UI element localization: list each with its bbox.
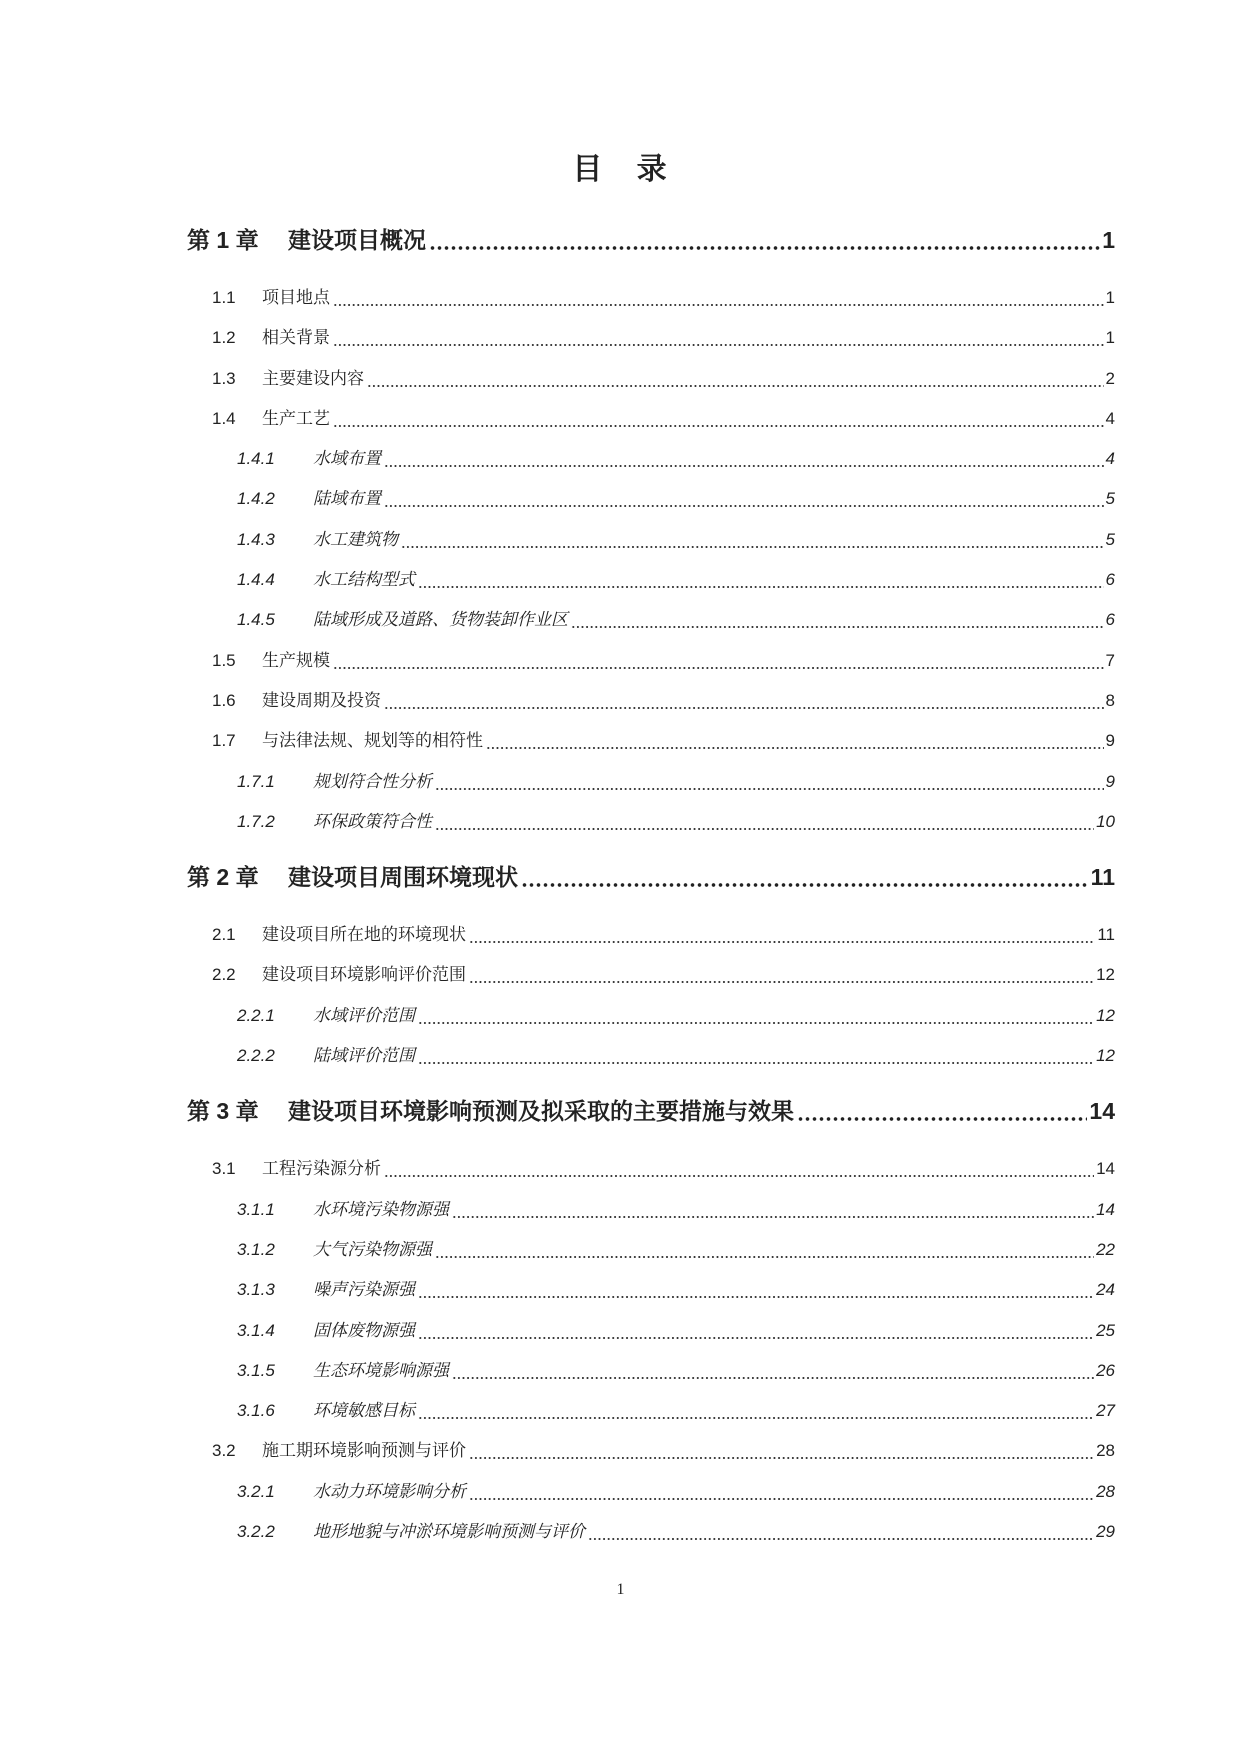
toc-dot-leader bbox=[588, 1512, 1094, 1552]
toc-section bbox=[187, 681, 1115, 721]
toc-entry-number: 1.4 bbox=[212, 408, 236, 428]
toc-dot-leader bbox=[384, 681, 1104, 721]
toc-entry-title: 生态环境影响源强 bbox=[313, 1360, 449, 1380]
toc-entry-number: 3.1.5 bbox=[237, 1360, 275, 1380]
toc-subsection bbox=[187, 1351, 1115, 1391]
toc-subsection bbox=[187, 802, 1115, 842]
toc-entry-title: 工程污染源分析 bbox=[262, 1159, 381, 1179]
toc-entry-page: 5 bbox=[1105, 489, 1115, 509]
toc-entry-number: 1.1 bbox=[212, 288, 236, 307]
toc-entry-title: 水动力环境影响分析 bbox=[313, 1481, 466, 1501]
toc-section bbox=[187, 399, 1115, 439]
toc-entry-title: 水环境污染物源强 bbox=[313, 1199, 449, 1219]
toc-dot-leader bbox=[418, 1391, 1094, 1431]
toc-entry-page: 6 bbox=[1105, 610, 1115, 630]
toc-entry-title: 水工建筑物 bbox=[313, 529, 398, 549]
toc-entry-page: 4 bbox=[1105, 408, 1115, 428]
toc-entry-title: 相关背景 bbox=[262, 328, 330, 348]
toc-entry-page: 8 bbox=[1105, 690, 1115, 710]
toc-dot-leader bbox=[435, 762, 1104, 802]
toc-dot-leader bbox=[418, 1270, 1094, 1310]
toc-dot-leader bbox=[469, 955, 1094, 995]
toc-subsection bbox=[187, 439, 1115, 479]
toc-entry-number: 3.2.1 bbox=[237, 1481, 275, 1501]
toc-dot-leader bbox=[435, 802, 1094, 842]
toc-entry-page: 6 bbox=[1105, 570, 1115, 590]
toc-section bbox=[187, 955, 1115, 995]
toc-entry-number: 1.2 bbox=[212, 328, 236, 348]
toc-entry-title: 噪声污染源强 bbox=[313, 1280, 415, 1300]
toc-entry-title: 规划符合性分析 bbox=[313, 771, 432, 791]
toc-dot-leader bbox=[401, 520, 1104, 560]
toc-entry-title: 建设项目环境影响评价范围 bbox=[262, 965, 466, 985]
toc-subsection bbox=[187, 520, 1115, 560]
toc-entry-number: 3.1.3 bbox=[237, 1280, 275, 1300]
toc-entry-number: 3.1.1 bbox=[237, 1199, 275, 1219]
toc-dot-leader bbox=[418, 1036, 1094, 1076]
toc-entry-page: 27 bbox=[1096, 1401, 1115, 1421]
toc-entry-page: 9 bbox=[1105, 731, 1115, 751]
toc-entry-number: 1.5 bbox=[212, 650, 236, 670]
toc-entry-title: 生产规模 bbox=[262, 650, 330, 670]
toc-subsection bbox=[187, 1512, 1115, 1552]
toc-dot-leader bbox=[333, 399, 1104, 439]
toc-entry-page: 12 bbox=[1096, 965, 1115, 985]
toc-subsection bbox=[187, 1311, 1115, 1351]
toc-entry-page: 28 bbox=[1096, 1441, 1115, 1461]
toc-chapter bbox=[187, 1091, 1115, 1131]
toc-entry-title: 建设项目所在地的环境现状 bbox=[262, 925, 466, 945]
toc-entry-title: 环境敏感目标 bbox=[313, 1401, 415, 1421]
toc-entry-page: 25 bbox=[1096, 1320, 1115, 1340]
toc-subsection bbox=[187, 1190, 1115, 1230]
toc-dot-leader bbox=[333, 318, 1104, 358]
toc-entry-number: 1.7.1 bbox=[237, 771, 275, 791]
toc-subsection bbox=[187, 1230, 1115, 1270]
toc-entry-number: 1.3 bbox=[212, 368, 236, 388]
toc-dot-leader bbox=[469, 915, 1095, 955]
toc-entry-page: 28 bbox=[1096, 1481, 1115, 1501]
toc-entry-number: 3.2 bbox=[212, 1441, 236, 1461]
toc-entry-title: 水域评价范围 bbox=[313, 1005, 415, 1025]
toc-dot-leader bbox=[435, 1230, 1094, 1270]
toc-dot-leader bbox=[367, 359, 1104, 399]
toc-entry-number: 1.4.4 bbox=[237, 570, 275, 590]
toc-entry-number: 1.4.1 bbox=[237, 449, 275, 469]
toc-entry-number: 1.6 bbox=[212, 690, 236, 710]
toc-dot-leader bbox=[384, 479, 1104, 519]
toc-entry-title: 项目地点 bbox=[262, 288, 330, 307]
toc-entry-number: 第 3 章 bbox=[187, 1098, 259, 1125]
toc-heading: 目 录 bbox=[572, 153, 669, 186]
toc-entry-page: 11 bbox=[1097, 925, 1115, 945]
toc-entry-title: 建设周期及投资 bbox=[262, 690, 381, 710]
toc-entry-page: 14 bbox=[1096, 1159, 1115, 1179]
toc-subsection bbox=[187, 560, 1115, 600]
toc-entry-title: 陆域形成及道路、货物装卸作业区 bbox=[313, 610, 568, 630]
toc-entry-number: 2.2.2 bbox=[237, 1046, 275, 1066]
toc-entry-number: 3.1 bbox=[212, 1159, 236, 1179]
toc-entry-page: 26 bbox=[1096, 1360, 1115, 1380]
toc-subsection bbox=[187, 1391, 1115, 1431]
toc-section bbox=[187, 915, 1115, 955]
toc-dot-leader bbox=[452, 1351, 1094, 1391]
toc-entry-number: 3.1.2 bbox=[237, 1239, 275, 1259]
toc-entry-number: 2.1 bbox=[212, 925, 236, 945]
toc-entry-number: 2.2.1 bbox=[237, 1005, 275, 1025]
toc-entry-page: 1 bbox=[1102, 227, 1115, 253]
toc-entry-title: 施工期环境影响预测与评价 bbox=[262, 1441, 466, 1461]
toc-entry-number: 1.4.5 bbox=[237, 610, 275, 630]
toc-entry-page: 2 bbox=[1105, 368, 1115, 388]
toc-entry-title: 地形地貌与冲淤环境影响预测与评价 bbox=[313, 1522, 585, 1542]
toc-section bbox=[187, 1431, 1115, 1471]
toc-entry-number: 2.2 bbox=[212, 965, 236, 985]
toc-subsection bbox=[187, 479, 1115, 519]
toc-entry-page: 5 bbox=[1105, 529, 1115, 549]
toc-entry-title: 生产工艺 bbox=[262, 408, 330, 428]
toc-entry-title: 固体废物源强 bbox=[313, 1320, 415, 1340]
toc-entry-page: 9 bbox=[1105, 771, 1115, 791]
toc-entry-title: 陆域布置 bbox=[313, 489, 381, 509]
toc-subsection bbox=[187, 1270, 1115, 1310]
toc-entry-number: 第 2 章 bbox=[187, 864, 259, 891]
toc-entry-page: 1 bbox=[1105, 328, 1115, 348]
toc-section bbox=[187, 278, 1115, 318]
toc-entry-number: 3.2.2 bbox=[237, 1522, 275, 1542]
toc-chapter bbox=[187, 857, 1115, 897]
toc-dot-leader bbox=[429, 220, 1100, 260]
toc-entry-page: 1 bbox=[1105, 288, 1115, 307]
toc-section bbox=[187, 1149, 1115, 1189]
toc-entry-number: 1.4.2 bbox=[237, 489, 275, 509]
toc-entry-number: 1.7 bbox=[212, 731, 236, 751]
toc-entry-number: 3.1.4 bbox=[237, 1320, 275, 1340]
toc-subsection bbox=[187, 1472, 1115, 1512]
toc-dot-leader bbox=[486, 721, 1104, 761]
toc-dot-leader bbox=[452, 1190, 1094, 1230]
toc-dot-leader bbox=[418, 1311, 1094, 1351]
toc-entry-number: 1.4.3 bbox=[237, 529, 275, 549]
toc-entry-page: 24 bbox=[1096, 1280, 1115, 1300]
toc-entry-page: 29 bbox=[1096, 1522, 1115, 1542]
page-number: 1 bbox=[616, 1581, 625, 1598]
toc-entry-title: 建设项目周围环境现状 bbox=[288, 864, 518, 891]
toc-entry-page: 14 bbox=[1089, 1098, 1115, 1125]
toc-entry-title: 建设项目概况 bbox=[288, 227, 426, 253]
toc-subsection bbox=[187, 996, 1115, 1036]
table-of-contents bbox=[187, 220, 1115, 1552]
toc-entry-title: 建设项目环境影响预测及拟采取的主要措施与效果 bbox=[288, 1098, 794, 1125]
toc-entry-page: 14 bbox=[1096, 1199, 1115, 1219]
toc-entry-title: 水域布置 bbox=[313, 449, 381, 469]
toc-entry-page: 10 bbox=[1096, 811, 1115, 831]
toc-chapter bbox=[187, 220, 1115, 260]
toc-entry-title: 环保政策符合性 bbox=[313, 811, 432, 831]
toc-dot-leader bbox=[384, 1149, 1094, 1189]
toc-dot-leader bbox=[333, 641, 1104, 681]
toc-dot-leader bbox=[469, 1472, 1094, 1512]
toc-entry-page: 11 bbox=[1090, 864, 1115, 891]
toc-entry-title: 主要建设内容 bbox=[262, 368, 364, 388]
toc-entry-page: 7 bbox=[1105, 650, 1115, 670]
toc-entry-title: 与法律法规、规划等的相符性 bbox=[262, 731, 483, 751]
toc-dot-leader bbox=[571, 600, 1104, 640]
toc-subsection bbox=[187, 762, 1115, 802]
toc-dot-leader bbox=[384, 439, 1104, 479]
toc-dot-leader bbox=[469, 1431, 1094, 1471]
toc-entry-page: 4 bbox=[1105, 449, 1115, 469]
toc-entry-number: 第 1 章 bbox=[187, 227, 259, 253]
toc-subsection bbox=[187, 1036, 1115, 1076]
toc-entry-page: 12 bbox=[1096, 1005, 1115, 1025]
toc-entry-number: 1.7.2 bbox=[237, 811, 275, 831]
toc-dot-leader bbox=[797, 1091, 1087, 1131]
toc-dot-leader bbox=[333, 278, 1104, 318]
toc-dot-leader bbox=[418, 560, 1104, 600]
toc-section bbox=[187, 641, 1115, 681]
toc-section bbox=[187, 318, 1115, 358]
toc-dot-leader bbox=[418, 996, 1094, 1036]
toc-entry-title: 大气污染物源强 bbox=[313, 1239, 432, 1259]
toc-subsection bbox=[187, 600, 1115, 640]
toc-entry-title: 陆域评价范围 bbox=[313, 1046, 415, 1066]
toc-entry-page: 12 bbox=[1096, 1046, 1115, 1066]
toc-entry-title: 水工结构型式 bbox=[313, 570, 415, 590]
toc-entry-page: 22 bbox=[1096, 1239, 1115, 1259]
toc-section bbox=[187, 721, 1115, 761]
toc-entry-number: 3.1.6 bbox=[237, 1401, 275, 1421]
toc-section bbox=[187, 359, 1115, 399]
toc-dot-leader bbox=[521, 857, 1089, 897]
